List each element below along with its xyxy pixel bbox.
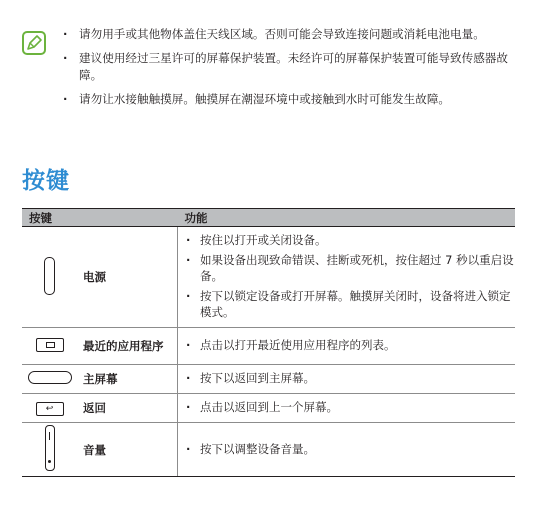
column-header-function: 功能 — [178, 209, 516, 227]
note-item: · 请勿让水接触触摸屏。触摸屏在潮湿环境中或接触到水时可能发生故障。 — [62, 91, 522, 108]
home-key-icon — [28, 371, 72, 384]
icon-cell — [22, 365, 77, 394]
function-list — [186, 232, 515, 320]
function-item: · 点击以返回到上一个屏幕。 — [186, 399, 515, 415]
table-row — [22, 394, 515, 423]
icon-cell — [22, 394, 77, 423]
function-item: · 点击以打开最近使用应用程序的列表。 — [186, 337, 515, 353]
function-list — [186, 370, 515, 386]
table-row — [22, 328, 515, 365]
function-item: · 按下以返回到主屏幕。 — [186, 370, 515, 386]
function-list — [186, 399, 515, 415]
key-name: 电源 — [77, 227, 178, 328]
table-row — [22, 365, 515, 394]
note-icon — [22, 31, 46, 55]
table-header-row — [22, 209, 515, 227]
function-cell — [178, 227, 516, 328]
key-name: 音量 — [77, 423, 178, 477]
icon-cell — [22, 423, 77, 477]
key-name: 主屏幕 — [77, 365, 178, 394]
function-list — [186, 441, 515, 457]
function-cell — [178, 328, 516, 365]
icon-cell — [22, 227, 77, 328]
function-item: · 按下以锁定设备或打开屏幕。触摸屏关闭时，设备将进入锁定模式。 — [186, 288, 515, 320]
notes-list — [62, 26, 522, 115]
power-key-icon — [44, 257, 55, 295]
function-cell — [178, 365, 516, 394]
function-item: · 按住以打开或关闭设备。 — [186, 232, 515, 248]
table-row — [22, 227, 515, 328]
note-item: · 请勿用手或其他物体盖住天线区域。否则可能会导致连接问题或消耗电池电量。 — [62, 26, 522, 43]
function-cell — [178, 423, 516, 477]
function-item: · 按下以调整设备音量。 — [186, 441, 515, 457]
column-header-key: 按键 — [22, 209, 178, 227]
recent-apps-key-icon — [36, 338, 64, 352]
table-row — [22, 423, 515, 477]
note-item: · 建议使用经过三星许可的屏幕保护装置。未经许可的屏幕保护装置可能导致传感器故障。 — [62, 50, 522, 84]
key-name: 最近的应用程序 — [77, 328, 178, 365]
volume-key-icon — [45, 425, 55, 471]
back-key-icon: ↩ — [36, 402, 64, 416]
function-list — [186, 337, 515, 353]
icon-cell — [22, 328, 77, 365]
function-cell — [178, 394, 516, 423]
function-item: · 如果设备出现致命错误、挂断或死机，按住超过 7 秒以重启设备。 — [186, 252, 515, 284]
section-heading: 按键 — [22, 168, 70, 194]
keys-table — [22, 208, 515, 477]
key-name: 返回 — [77, 394, 178, 423]
